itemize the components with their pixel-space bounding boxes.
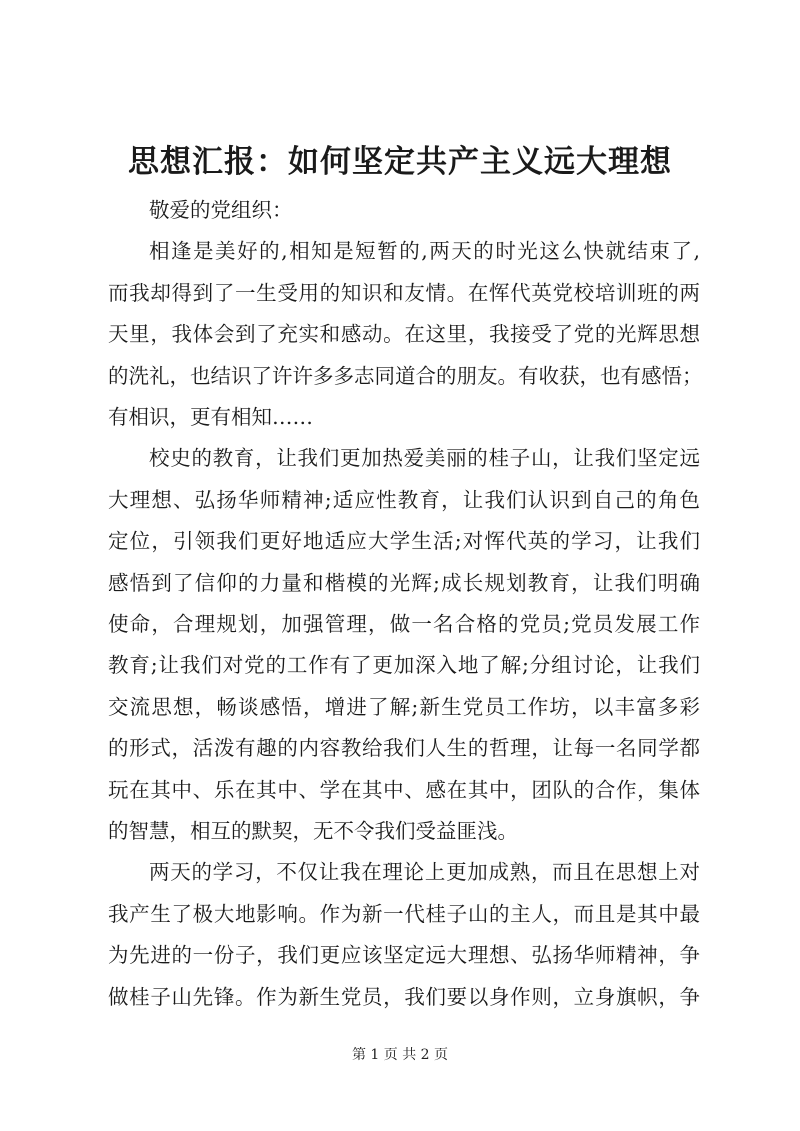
page-footer: 第 1 页 共 2 页: [351, 1047, 449, 1063]
page-title: 思想汇报：如何坚定共产主义远大理想: [128, 144, 672, 180]
body-line: 相逢是美好的,相知是短暂的,两天的时光这么快就结束了,: [149, 239, 700, 264]
salutation: 敬爱的党组织：: [149, 198, 293, 222]
body-line: 教育;让我们对党的工作有了更加深入地了解;分组讨论，让我们: [108, 653, 700, 678]
body-line: 的洗礼，也结识了许许多多志同道合的朋友。有收获，也有感悟；: [108, 363, 703, 388]
body-line: 我产生了极大地影响。作为新一代桂子山的主人，而且是其中最: [108, 901, 700, 926]
body-line: 的智慧，相互的默契，无不令我们受益匪浅。: [108, 819, 518, 843]
body-line: 交流思想，畅谈感悟，增进了解;新生党员工作坊，以丰富多彩: [108, 694, 700, 719]
body-line: 感悟到了信仰的力量和楷模的光辉;成长规划教育，让我们明确: [108, 570, 700, 595]
body-line: 而我却得到了一生受用的知识和友情。在恽代英党校培训班的两: [108, 280, 700, 305]
body-line: 的形式，活泼有趣的内容教给我们人生的哲理，让每一名同学都: [108, 736, 700, 761]
body-line: 大理想、弘扬华师精神;适应性教育，让我们认识到自己的角色: [108, 487, 700, 512]
body-line: 有相识，更有相知……: [108, 405, 313, 429]
body-line: 玩在其中、乐在其中、学在其中、感在其中，团队的合作，集体: [108, 777, 700, 802]
body-line: 做桂子山先锋。作为新生党员，我们要以身作则，立身旗帜，争: [108, 984, 700, 1009]
body-line: 两天的学习，不仅让我在理论上更加成熟，而且在思想上对: [149, 860, 700, 885]
body-line: 校史的教育，让我们更加热爱美丽的桂子山，让我们坚定远: [149, 446, 700, 471]
body-line: 定位，引领我们更好地适应大学生活;对恽代英的学习，让我们: [108, 529, 700, 554]
body-line: 为先进的一份子，我们更应该坚定远大理想、弘扬华师精神，争: [108, 943, 700, 968]
body-line: 使命，合理规划，加强管理，做一名合格的党员;党员发展工作: [108, 612, 700, 636]
body-line: 天里，我体会到了充实和感动。在这里，我接受了党的光辉思想: [108, 322, 700, 347]
